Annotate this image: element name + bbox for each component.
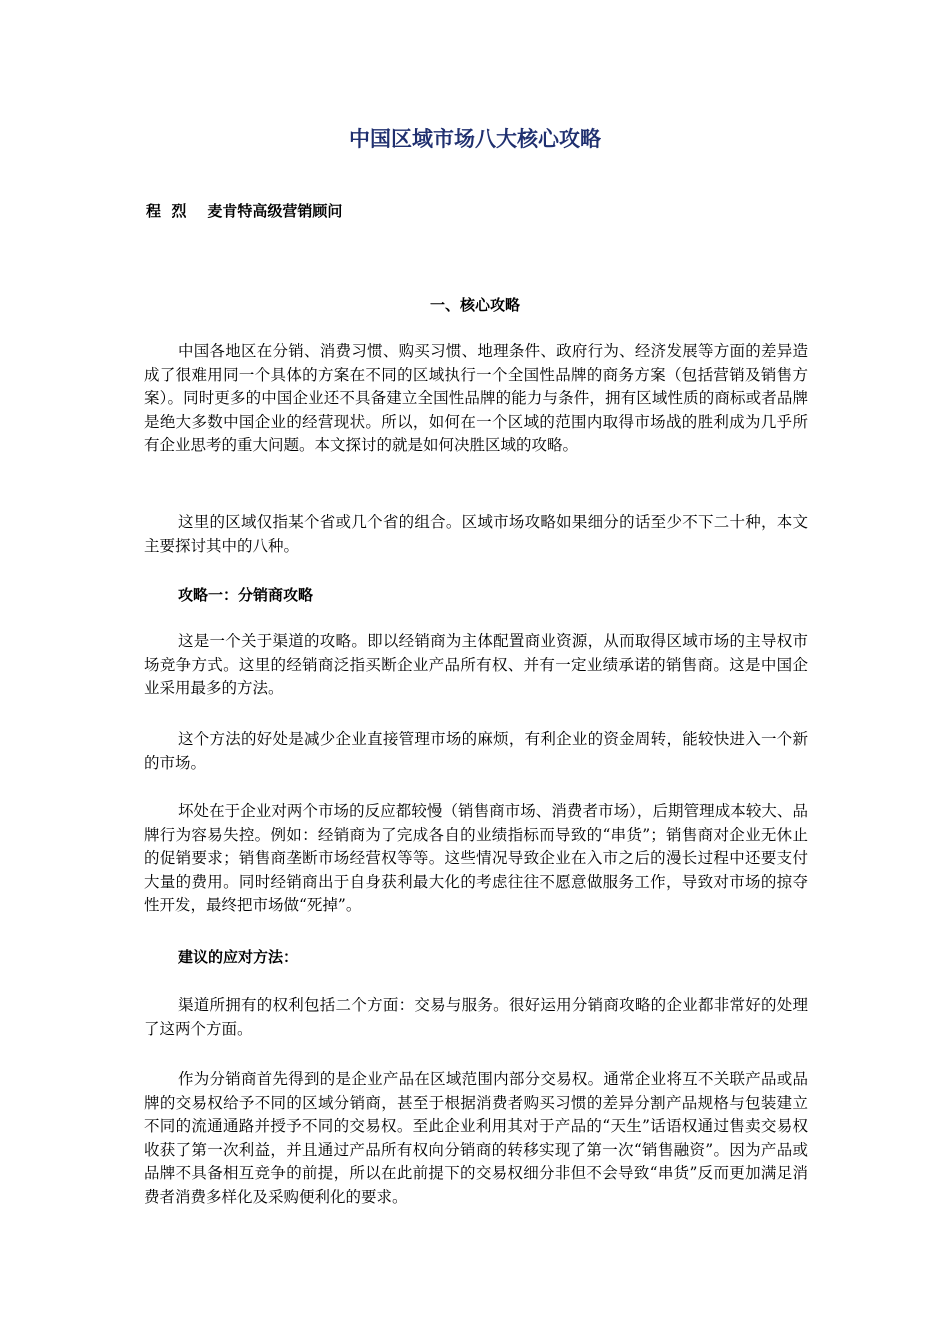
paragraph-disadvantages: 坏处在于企业对两个市场的反应都较慢（销售商市场、消费者市场），后期管理成本较大、品牌行为容易失控。例如：经销商为了完成各自的业绩指标而导致的“串货”；销售商对企业无休止的促销要求；销售商垄断市场经营权等等。这些情况导致企业在入市之后的漫长过程中还要支付大量的费用。同时经销商出于自身获利最大化的考虑往往不愿意做服务工作，导致对市场的掠夺性开发，最终把市场做“死掉”。	[144, 802, 808, 915]
paragraph-region-scope: 这里的区域仅指某个省或几个省的组合。区域市场攻略如果细分的话至少不下二十种，本文主要探讨其中的八种。	[144, 513, 808, 555]
author-byline: 程 烈 麦肯特高级营销顾问	[146, 202, 343, 220]
paragraph-channel-rights: 渠道所拥有的权利包括二个方面：交易与服务。很好运用分销商攻略的企业都非常好的处理了这两个方面。	[144, 996, 808, 1038]
subheading-recommended-approach: 建议的应对方法：	[178, 948, 299, 966]
section-heading: 一、核心攻略	[429, 296, 520, 314]
paragraph-channel-strategy: 这是一个关于渠道的攻略。即以经销商为主体配置商业资源，从而取得区域市场的主导权市场竞争方式。这里的经销商泛指买断企业产品所有权、并有一定业绩承诺的销售商。这是中国企业采用最多的方法。	[144, 632, 808, 698]
document-title: 中国区域市场八大核心攻略	[349, 127, 601, 151]
paragraph-distributor-rights: 作为分销商首先得到的是企业产品在区域范围内部分交易权。通常企业将互不关联产品或品牌的交易权给予不同的区域分销商，甚至于根据消费者购买习惯的差异分割产品规格与包装建立不同的流通通路并授予不同的交易权。至此企业利用其对于产品的“天生”话语权通过售卖交易权收获了第一次利益，并且通过产品所有权向分销商的转移实现了第一次“销售融资”。因为产品或品牌不具备相互竞争的前提，所以在此前提下的交易权细分非但不会导致“串货”反而更加满足消费者消费多样化及采购便利化的要求。	[144, 1070, 808, 1206]
paragraph-intro: 中国各地区在分销、消费习惯、购买习惯、地理条件、政府行为、经济发展等方面的差异造成了很难用同一个具体的方案在不同的区域执行一个全国性品牌的商务方案（包括营销及销售方案）。同时更多的中国企业还不具备建立全国性品牌的能力与条件，拥有区域性质的商标或者品牌是绝大多数中国企业的经营现状。所以，如何在一个区域的范围内取得市场战的胜利成为几乎所有企业思考的重大问题。本文探讨的就是如何决胜区域的攻略。	[144, 342, 808, 455]
subheading-strategy-one: 攻略一：分销商攻略	[178, 586, 314, 604]
paragraph-advantages: 这个方法的好处是减少企业直接管理市场的麻烦，有利企业的资金周转，能较快进入一个新的市场。	[144, 730, 808, 772]
